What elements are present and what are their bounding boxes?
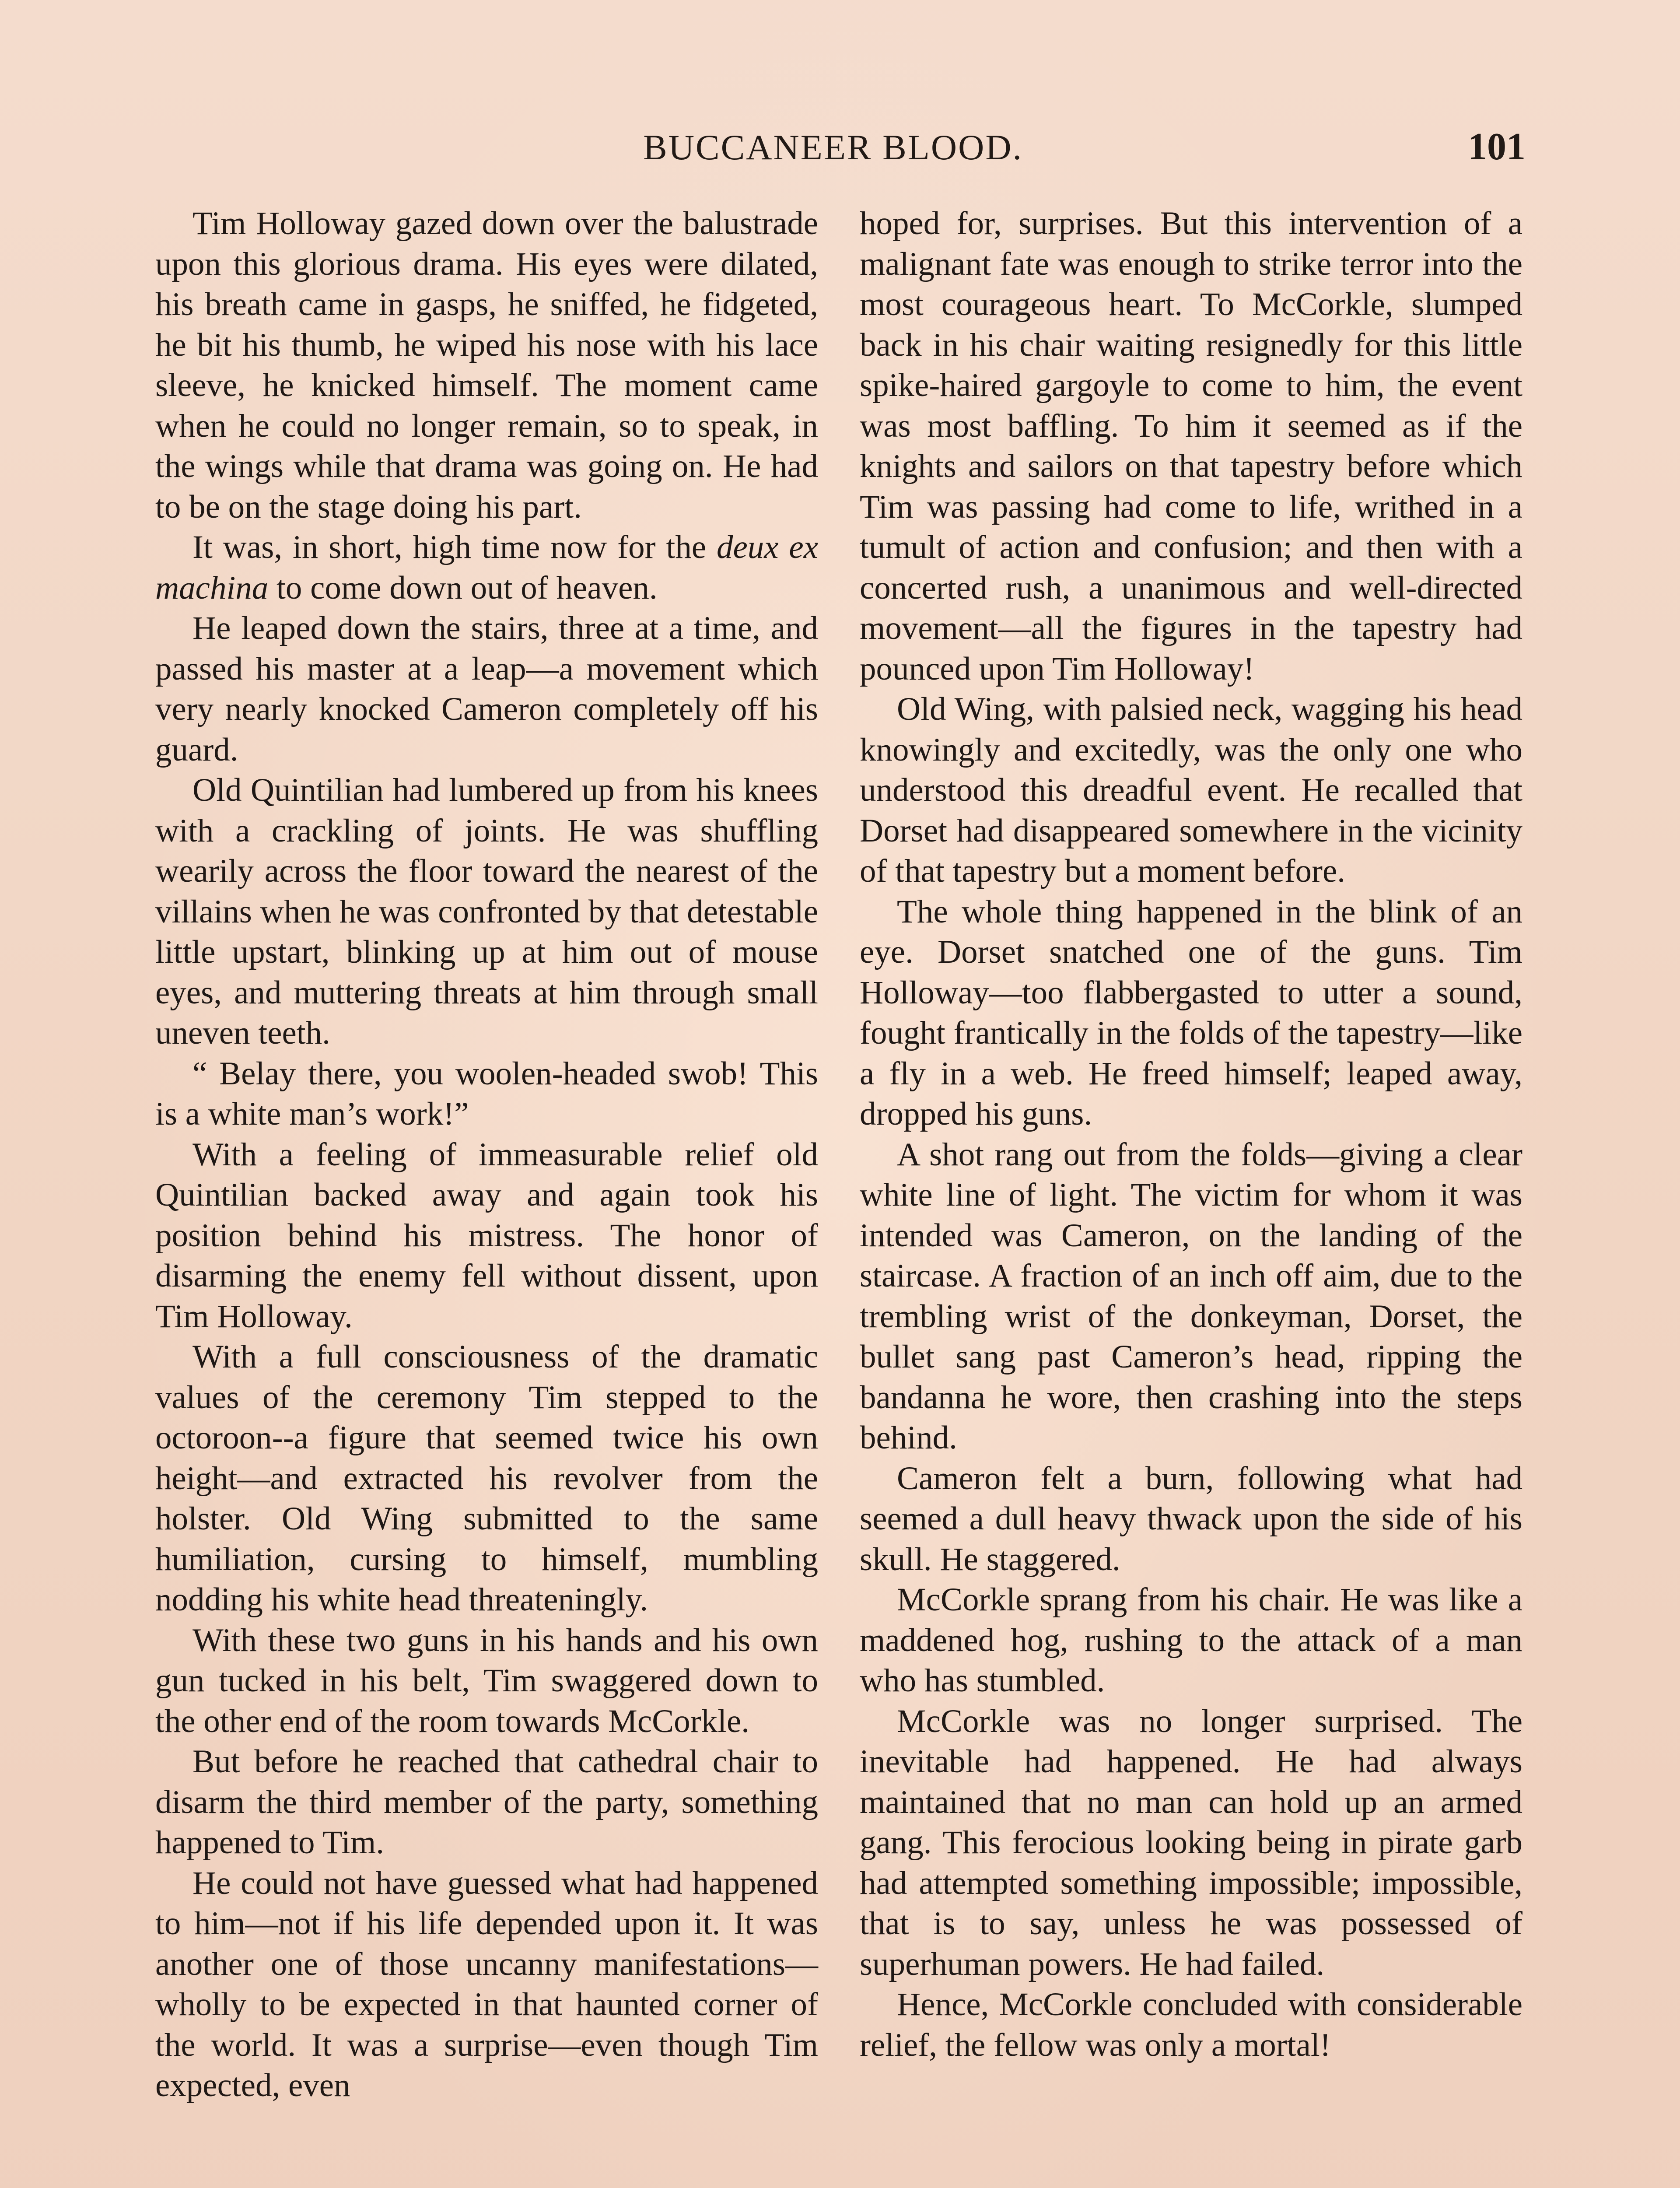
paragraph: He leaped down the stairs, three at a time, and passed his master at a leap—a movement which very nearly knocked Cameron completely off his guard. [155,610,818,768]
paragraph: He could not have guessed what had happened to him—not if his life depended upon it. It was another one of those uncanny manifestations—wholly to be expected in that haunted corner of the world. It was a surprise—even though Tim expected, even [155,1865,818,2104]
paragraph: Old Quintilian had lumbered up from his knees with a crackling of joints. He was shuffling wearily across the floor toward the nearest of the villains when he was confronted by that detestable little upstart, blinking up at him out of mouse eyes, and muttering threats at him through small uneven teeth. [155,772,818,1051]
page-number: 101 [1468,126,1526,168]
paragraph: McCorkle was no longer surprised. The inevitable had happened. He had always maintained that no man can hold up an armed gang. This ferocious looking being in pirate garb had attempted something impossible; impossible, that is to say, unless he was possessed of superhuman powers. He had failed. [860,1703,1522,1982]
paragraph-text: It was, in short, high time now for the [192,529,717,565]
paragraph: Cameron felt a burn, following what had seemed a dull heavy thwack upon the side of his skull. He staggered. [860,1460,1522,1578]
paragraph: With a full consciousness of the dramatic values of the ceremony Tim stepped to the octoroon--a figure that seemed twice his own height—and extracted his revolver from the holster. Old Wing submitted to the same humiliation, cursing to himself, mumbling nodding his white head threateningly. [155,1339,818,1618]
paragraph: But before he reached that cathedral chair to disarm the third member of the party, something happened to Tim. [155,1743,818,1861]
left-text-column [155,203,818,2106]
paragraph-text: to come down out of heaven. [268,569,658,606]
paragraph: A shot rang out from the folds—giving a clear white line of light. The victim for whom it was intended was Cameron, on the landing of the staircase. A fraction of an inch off aim, due to the trembling wrist of the donkeyman, Dorset, the bullet sang past Cameron’s head, ripping the bandanna he wore, then crashing into the steps behind. [860,1136,1522,1456]
paragraph-continuation: hoped for, surprises. But this intervention of a malignant fate was enough to strike terror into the most courageous heart. To McCorkle, slumped back in his chair waiting resignedly for this little spike-haired gargoyle to come to him, the event was most baffling. To him it seemed as if the knights and sailors on that tapestry before which Tim was passing had come to life, writhed in a tumult of action and confusion; and then with a concerted rush, a unanimous and well-directed movement—all the figures in the tapestry had pounced upon Tim Holloway! [860,205,1522,687]
right-text-column [860,203,1522,2065]
paragraph: The whole thing happened in the blink of an eye. Dorset snatched one of the guns. Tim Holloway—too flabbergasted to utter a sound, fought frantically in the folds of the tapestry—like a fly in a web. He freed himself; leaped away, dropped his guns. [860,893,1522,1132]
italic-phrase: deux ex machina [155,529,819,606]
paragraph: Tim Holloway gazed down over the balustrade upon this glorious drama. His eyes were dilated, his breath came in gasps, he sniffed, he fidgeted, he bit his thumb, he wiped his nose with his lace sleeve, he knicked himself. The moment came when he could no longer remain, so to speak, in the wings while that drama was going on. He had to be on the stage doing his part. [155,205,818,525]
paragraph: Old Wing, with palsied neck, wagging his head knowingly and excitedly, was the only one who understood this dreadful event. He recalled that Dorset had disappeared somewhere in the vicinity of that tapestry but a moment before. [860,691,1522,889]
paragraph [155,527,818,608]
paragraph: With these two guns in his hands and his own gun tucked in his belt, Tim swaggered down to the other end of the room towards McCorkle. [155,1622,818,1739]
paragraph: With a feeling of immeasurable relief old Quintilian backed away and again took his position behind his mistress. The honor of disarming the enemy fell without dissent, upon Tim Holloway. [155,1136,818,1335]
paragraph: McCorkle sprang from his chair. He was like a maddened hog, rushing to the attack of a man who has stumbled. [860,1581,1522,1699]
paragraph: Hence, McCorkle concluded with considerable relief, the fellow was only a mortal! [860,1986,1522,2063]
paragraph: “ Belay there, you woolen-headed swob! This is a white man’s work!” [155,1055,818,1132]
running-title: BUCCANEER BLOOD. [643,127,1023,167]
